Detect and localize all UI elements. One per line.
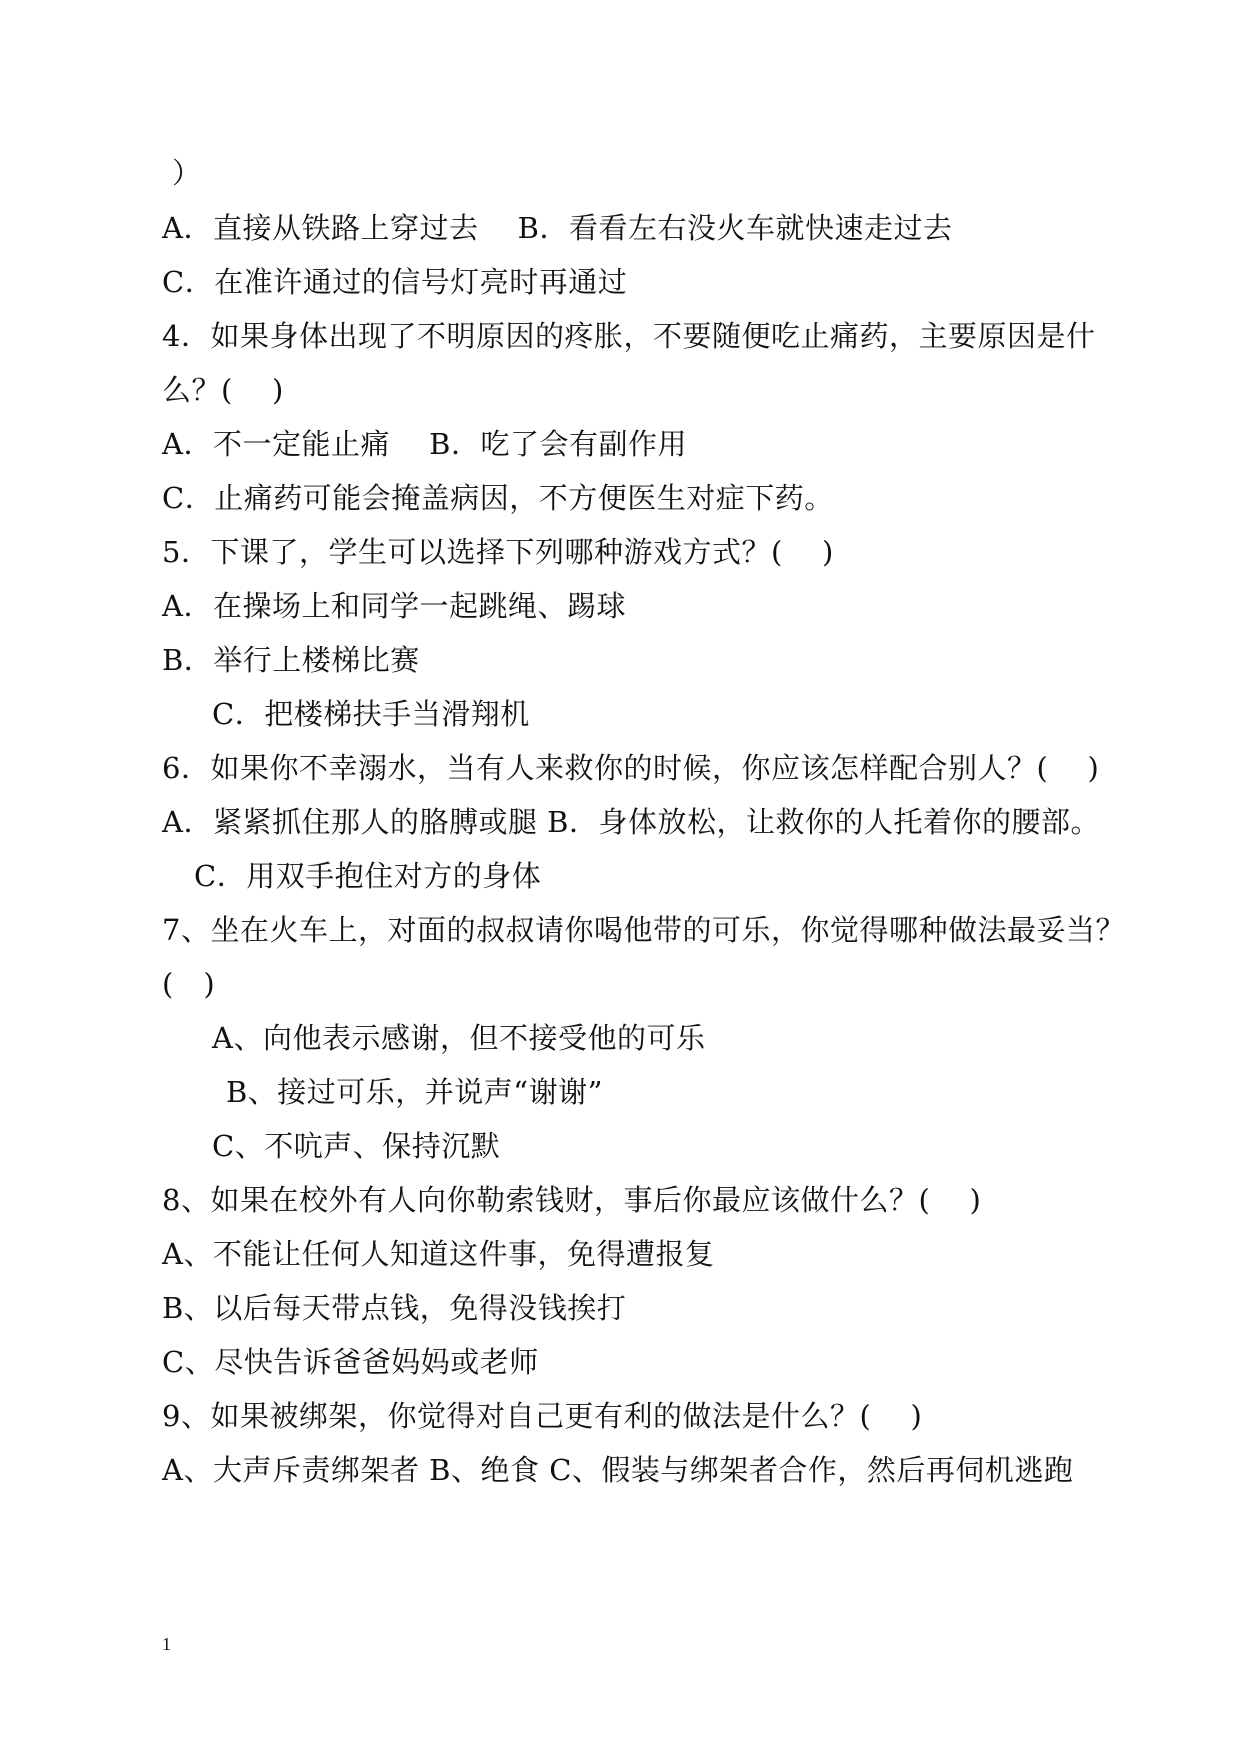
option-line: B、以后每天带点钱，免得没钱挨打 [162,1291,627,1325]
option-line: C．把楼梯扶手当滑翔机 [212,697,530,731]
question-line: 么？( ) [162,373,284,407]
option-line: A．在操场上和同学一起跳绳、踢球 [162,589,626,623]
option-line: A、大声斥责绑架者 B、绝食 C、假装与绑架者合作，然后再伺机逃跑 [162,1453,1074,1487]
option-line: C．止痛药可能会掩盖病因，不方便医生对症下药。 [162,481,834,515]
question-line: 7、坐在火车上，对面的叔叔请你喝他带的可乐，你觉得哪种做法最妥当？ [162,913,1125,947]
option-line: C、不吭声、保持沉默 [212,1129,501,1163]
question-line: ( ) [162,967,216,1001]
option-line: C．在准许通过的信号灯亮时再通过 [162,265,628,299]
option-line: A．紧紧抓住那人的胳膊或腿 B．身体放松，让救你的人托着你的腰部。 [162,805,1100,839]
question-line: 6．如果你不幸溺水，当有人来救你的时候，你应该怎样配合别人？( ) [162,751,1100,785]
option-line: A．不一定能止痛 B．吃了会有副作用 [162,427,687,461]
option-line: C、尽快告诉爸爸妈妈或老师 [162,1345,539,1379]
text-line: ） [172,156,202,190]
question-line: 4．如果身体出现了不明原因的疼胀，不要随便吃止痛药，主要原因是什 [162,319,1096,353]
option-line: A、不能让任何人知道这件事，免得遭报复 [162,1237,715,1271]
option-line: C．用双手抱住对方的身体 [194,859,542,893]
question-line: 8、如果在校外有人向你勒索钱财，事后你最应该做什么？( ) [162,1183,982,1217]
option-line: A、向他表示感谢，但不接受他的可乐 [212,1021,706,1055]
option-line: B、接过可乐，并说声“谢谢” [226,1075,603,1109]
page-number: 1 [162,1634,171,1654]
question-line: 9、如果被绑架，你觉得对自己更有利的做法是什么？( ) [162,1399,923,1433]
option-line: B．举行上楼梯比赛 [162,643,420,677]
question-line: 5．下课了，学生可以选择下列哪种游戏方式？( ) [162,535,834,569]
option-line: A．直接从铁路上穿过去 B．看看左右没火车就快速走过去 [162,211,953,245]
